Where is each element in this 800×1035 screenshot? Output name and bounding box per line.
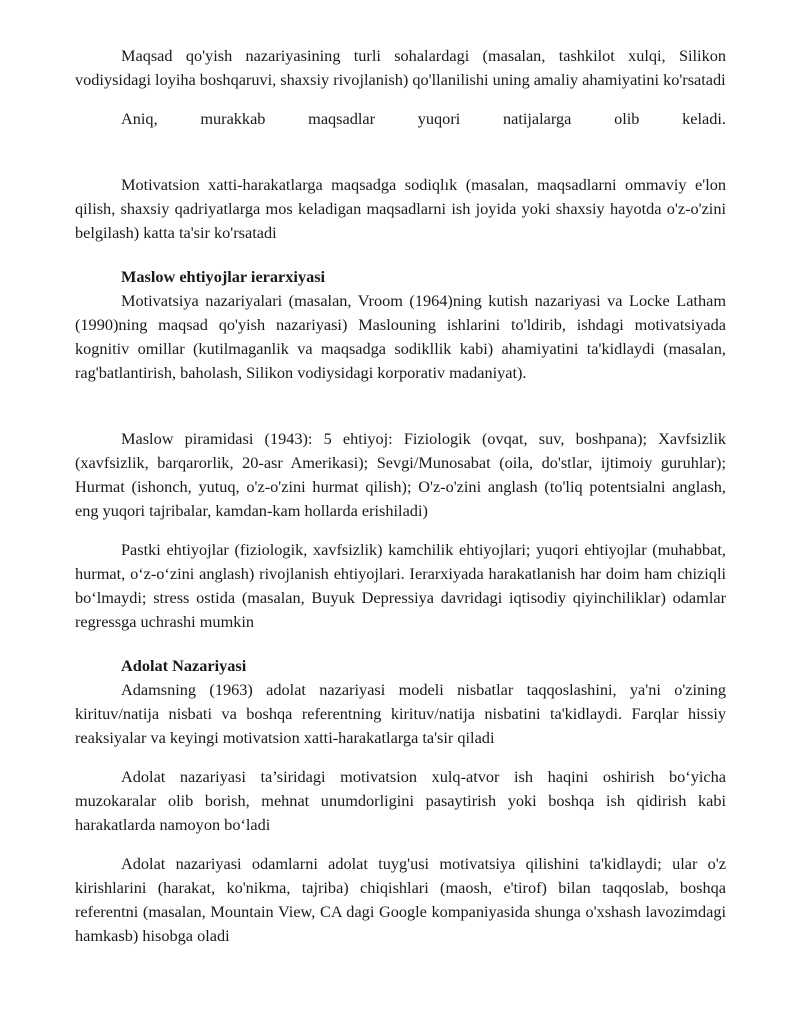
heading-maslow-hierarchy: Maslow ehtiyojlar ierarxiyasi — [121, 267, 326, 286]
paragraph-maslow-pyramid: Maslow piramidasi (1943): 5 ehtiyoj: Fiziologik (ovqat, suv, boshpana); Xavfsizlik (xavfsizlik, barqarorlik, 20-asr Amerikasi); Sevgi/Munosabat (oila, do'stlar, ijtimoiy guruhlar); Hurmat (ishonch, yutuq, o'z-o'zini hurmat qilish); O'z-o'zini anglash (to'liq potentsialni anglash, eng yuqori tajribalar, kamdan-kam hollarda erishiladi) — [75, 429, 726, 520]
paragraph-goal-commitment: Motivatsion xatti-harakatlarga maqsadga sodiqlık (masalan, maqsadlarni ommaviy e'lon qilish, shaxsiy qadriyatlarga mos keladigan maqsadlarni ish joyida yoki shaxsiy hayotda o'z-o'zini belgilash) katta ta'sir ko'rsatadi — [75, 175, 726, 242]
heading-equity-theory: Adolat Nazariyasi — [121, 656, 247, 675]
paragraph-goal-setting-application: Maqsad qo'yish nazariyasining turli sohalardagi (masalan, tashkilot xulqi, Silikon vodiysidagi loyiha boshqaruvi, shaxsiy rivojlanish) qo'llanilishi uning amaliy ahamiyatini ko'rsatadi — [75, 46, 726, 89]
paragraph-equity-behavior: Adolat nazariyasi ta’siridagi motivatsion xulq-atvor ish haqini oshirish bo‘yicha muzokaralar olib borish, mehnat unumdorligini pasaytirish yoki boshqa ish qidirish kabi harakatlarda namoyon bo‘ladi — [75, 767, 726, 834]
paragraph-lower-higher-needs: Pastki ehtiyojlar (fiziologik, xavfsizlik) kamchilik ehtiyojlari; yuqori ehtiyojlar (muhabbat, hurmat, o‘z-o‘zini anglash) rivojlanish ehtiyojlari. Ierarxiyada harakatlanish har doim ham chiziqli bo‘lmaydi; stress ostida (masalan, Buyuk Depressiya davridagi iqtisodiy qiyinchiliklar) odamlar regressga uchrashi mumkin — [75, 540, 726, 631]
paragraph-equity-fairness: Adolat nazariyasi odamlarni adolat tuyg'usi motivatsiya qilishini ta'kidlaydi; ular o'z kirishlarini (harakat, ko'nikma, tajriba) chiqishlari (maosh, e'tirof) bilan taqqoslab, boshqa referentni (masalan, Mountain View, CA dagi Google kompaniyasida shunga o'xshash lavozimdagi hamkasb) hisobga oladi — [75, 854, 726, 945]
paragraph-motivation-theories: Motivatsiya nazariyalari (masalan, Vroom (1964)ning kutish nazariyasi va Locke Latham (1990)ning maqsad qo'yish nazariyasi) Maslouning ishlarini to'ldirib, ishdagi motivatsiyada kognitiv omillar (kutilmaganlik va maqsadga sodikllik kabi) ahamiyatini ta'kidlaydi (masalan, rag'batlantirish, baholash, Silikon vodiysidagi korporativ madaniyat). — [75, 291, 726, 382]
paragraph-adams-equity-model: Adamsning (1963) adolat nazariyasi modeli nisbatlar taqqoslashini, ya'ni o'zining kirituv/natija nisbati va boshqa referentning kirituv/natija nisbatini ta'kidlaydi. Farqlar hissiy reaksiyalar va keyingi motivatsion xatti-harakatlarga ta'sir qiladi — [75, 680, 726, 747]
document-page — [75, 44, 726, 948]
paragraph-specific-goals: Aniq, murakkab maqsadlar yuqori natijalarga olib keladi. — [121, 109, 726, 128]
